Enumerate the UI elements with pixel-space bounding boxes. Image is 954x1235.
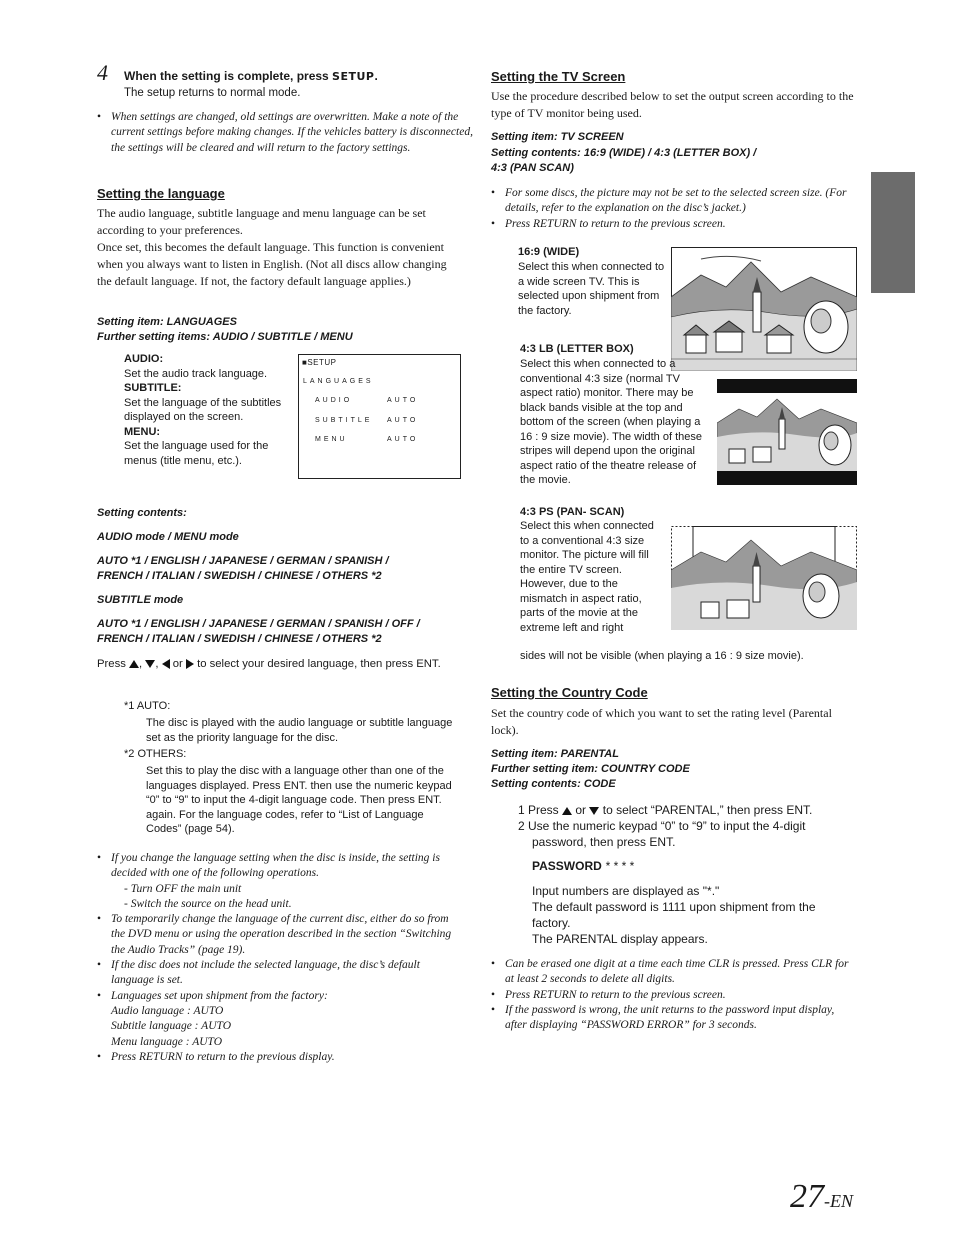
mode1-title: AUDIO mode / MENU mode <box>97 531 239 543</box>
screen-row-audio-key: AUDIO <box>315 397 353 404</box>
setting-item-parental: Setting item: PARENTAL <box>491 748 619 760</box>
setting-contents: Setting contents: <box>97 507 187 519</box>
password-label: PASSWORD <box>532 859 602 873</box>
up-arrow-icon <box>562 807 572 815</box>
press-instruction: Press , , or to select your desired language, then press ENT. <box>97 658 441 670</box>
password-mask: * * * * <box>605 859 634 873</box>
footnote-1-label: *1 AUTO: <box>124 700 171 712</box>
mode2-line2: FRENCH / ITALIAN / SWEDISH / CHINESE / OTHERS *2 <box>97 633 382 645</box>
password-info <box>532 883 852 947</box>
heading-country-code: Setting the Country Code <box>491 685 648 700</box>
mode2-line1: AUTO *1 / ENGLISH / JAPANESE / GERMAN / SPANISH / OFF / <box>97 618 420 630</box>
screen-title-text: SETUP <box>307 358 337 367</box>
press-mid: to select your desired language, then press <box>197 658 414 670</box>
wide-text: Select this when connected to a wide screen TV. This is selected upon shipment from the factory. <box>518 261 665 317</box>
heading-tv-screen: Setting the TV Screen <box>491 69 626 84</box>
step-sub: The setup returns to normal mode. <box>124 87 301 99</box>
footnote-2-text: Set this to play the disc with a language other than one of the languages displayed. Press ENT. then use the numeric keypad “0” to “9” to input the 4-digit language code. Then press ENT. again. For the language codes, refer to “List of Language Codes” (page 54). <box>146 765 452 835</box>
setup-screen <box>298 354 461 479</box>
password-info-1: Input numbers are displayed as "*." <box>532 884 720 898</box>
country-note-2: • Press RETURN to return to the previous screen. <box>491 988 857 1003</box>
note-default-language: • If the disc does not include the selected language, the disc’s default language is set. <box>97 958 463 989</box>
press-pre: Press <box>97 658 126 670</box>
footnote-2-label: *2 OTHERS: <box>124 748 187 760</box>
press-ent: ENT. <box>416 658 441 670</box>
further-items-languages: Further setting items: AUDIO / SUBTITLE / MENU <box>97 331 353 343</box>
panscan-illustration <box>671 526 857 630</box>
heading-language: Setting the language <box>97 186 225 201</box>
step-title-post: . <box>374 69 378 83</box>
note-return: • Press RETURN to return to the previous display. <box>97 1050 463 1065</box>
tv-note-1: • For some discs, the picture may not be set to the selected screen size. (For details, refer to the explanation on the disc’s jacket.) <box>491 186 857 217</box>
country-note-1: • Can be erased one digit at a time each time CLR is pressed. Press CLR for at least 2 seconds to delete all digits. <box>491 957 857 988</box>
screen-sub: LANGUAGES <box>303 378 374 385</box>
note-top: • When settings are changed, old settings are overwritten. Make a note of the current settings before making changes. If the vehicles battery is disconnected, the settings will be cleared and will return to the factory settings. <box>97 110 475 156</box>
letterbox-illustration <box>717 379 857 485</box>
password-info-3: The PARENTAL display appears. <box>532 932 708 946</box>
subtitle-text: Set the language of the subtitles displayed on the screen. <box>124 396 282 423</box>
mode1-line1: AUTO *1 / ENGLISH / JAPANESE / GERMAN / SPANISH / <box>97 555 389 567</box>
subtitle-label: SUBTITLE: <box>124 382 182 394</box>
footnote-1-text: The disc is played with the audio language or subtitle language set as the priority language for the disc. <box>146 717 453 744</box>
menu-text: Set the language used for the menus (title menu, etc.). <box>124 440 269 467</box>
password-line <box>532 859 634 874</box>
note-factory-languages: • Languages set upon shipment from the factory: <box>97 989 463 1004</box>
password-info-2: The default password is 1111 upon shipment from the factory. <box>532 900 816 930</box>
page-suffix: -EN <box>824 1191 853 1211</box>
wide-screen-illustration <box>671 247 857 371</box>
page-number <box>790 1178 853 1216</box>
section-tab <box>871 172 915 293</box>
left-arrow-icon <box>162 659 170 669</box>
sub-op-2: - Switch the source on the head unit. <box>124 897 292 910</box>
wide-title: 16:9 (WIDE) <box>518 246 580 258</box>
step-number: 4 <box>97 60 108 85</box>
mode2-title: SUBTITLE mode <box>97 594 184 606</box>
setting-contents-code: Setting contents: CODE <box>491 778 616 790</box>
tv-notes <box>491 186 857 232</box>
screen-row-menu-key: MENU <box>315 436 348 443</box>
tv-note-2: • Press RETURN to return to the previous screen. <box>491 217 857 232</box>
setting-contents-tv-2: 4:3 (PAN SCAN) <box>491 162 574 174</box>
audio-text: Set the audio track language. <box>124 367 268 380</box>
default-subtitle: Subtitle language : AUTO <box>111 1020 232 1033</box>
step-title <box>124 69 378 83</box>
default-audio: Audio language : AUTO <box>111 1004 224 1017</box>
down-arrow-icon <box>145 660 155 668</box>
audio-label: AUDIO: <box>124 353 164 365</box>
up-arrow-icon <box>129 660 139 668</box>
setup-key: SETUP <box>332 70 375 83</box>
lb-text: Select this when connected to a conventional 4:3 size (normal TV aspect ratio) monitor. There may be black bands visible at the top and bottom of the screen (when playing a 16 : 9 size movie). The width of these stripes will depend upon the original aspect ratio of the theatre release of the movie. <box>520 358 702 486</box>
tv-intro: Use the procedure described below to set the output screen according to the type of TV monitor being used. <box>491 89 854 120</box>
screen-title: ■SETUP <box>302 358 337 367</box>
language-p2: Once set, this becomes the default language. This function is convenient when you always want to listen in English. (Not all discs allow changing the default language. If not, the factory default language applies.) <box>97 240 447 288</box>
language-notes <box>97 851 463 1065</box>
country-step-2: 2 Use the numeric keypad “0” to “9” to input the 4-digit <box>518 819 806 833</box>
country-notes <box>491 957 857 1033</box>
sub-op-1: - Turn OFF the main unit <box>124 882 242 895</box>
step1-or: or <box>575 803 587 817</box>
setting-contents-tv-1: Setting contents: 16:9 (WIDE) / 4:3 (LETTER BOX) / <box>491 147 757 159</box>
language-p1: The audio language, subtitle language and menu language can be set according to your preferences. <box>97 206 426 237</box>
note-language-change: • If you change the language setting when the disc is inside, the setting is decided with one of the following operations. <box>97 851 463 882</box>
country-step-2b: password, then press ENT. <box>532 835 676 849</box>
language-options <box>124 352 289 468</box>
ps-text-2: sides will not be visible (when playing a 16 : 9 size movie). <box>520 650 804 662</box>
screen-row-audio-val: AUTO <box>387 397 419 404</box>
screen-row-menu-val: AUTO <box>387 436 419 443</box>
country-step-1 <box>518 803 812 818</box>
screen-row-subtitle-val: AUTO <box>387 417 419 424</box>
down-arrow-icon <box>589 807 599 815</box>
setting-item-languages: Setting item: LANGUAGES <box>97 316 237 328</box>
country-note-3: • If the password is wrong, the unit returns to the password input display, after displaying “PASSWORD ERROR” for 3 seconds. <box>491 1003 857 1034</box>
menu-label: MENU: <box>124 425 161 438</box>
setting-item-tv: Setting item: TV SCREEN <box>491 131 624 143</box>
step-title-pre: When the setting is complete, press <box>124 69 333 83</box>
ps-title: 4:3 PS (PAN- SCAN) <box>520 506 625 518</box>
right-arrow-icon <box>186 659 194 669</box>
screen-row-subtitle-key: SUBTITLE <box>315 417 373 424</box>
lb-title: 4:3 LB (LETTER BOX) <box>520 343 634 355</box>
page-num: 27 <box>790 1178 824 1215</box>
country-intro: Set the country code of which you want to set the rating level (Parental lock). <box>491 706 832 737</box>
ps-text: Select this when connected to a conventional 4:3 size monitor. The picture will fill the entire TV screen. However, due to the mismatch in aspect ratio, parts of the movie at the extreme left and right <box>520 520 654 634</box>
note-temporary-change: • To temporarily change the language of the current disc, either do so from the DVD menu or using the operation described in the section “Switching the Audio Tracks” (page 19). <box>97 912 463 958</box>
step1-pre: 1 Press <box>518 803 559 817</box>
step1-post: to select “PARENTAL,” then press ENT. <box>602 803 813 817</box>
further-item-country: Further setting item: COUNTRY CODE <box>491 763 690 775</box>
default-menu: Menu language : AUTO <box>111 1035 223 1048</box>
mode1-line2: FRENCH / ITALIAN / SWEDISH / CHINESE / OTHERS *2 <box>97 570 382 582</box>
